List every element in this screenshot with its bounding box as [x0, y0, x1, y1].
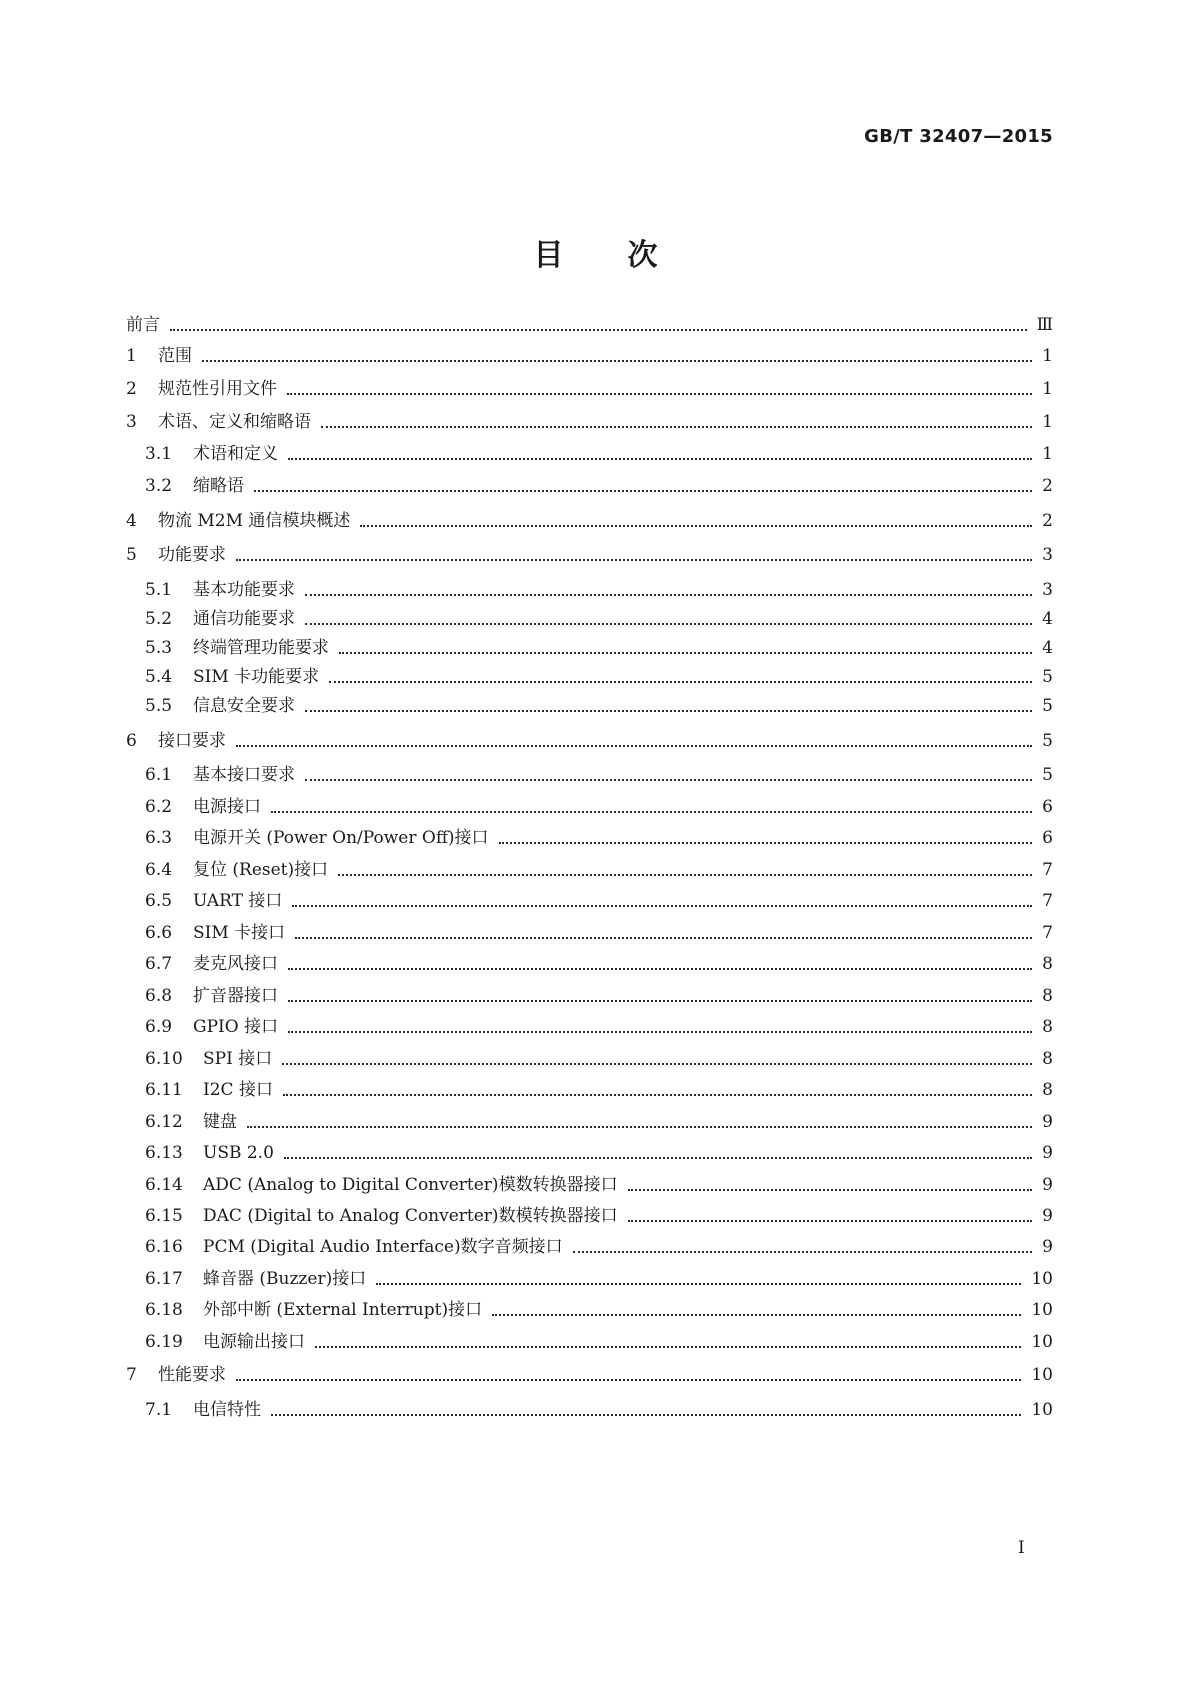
- dot-leader: [236, 745, 1032, 747]
- dot-leader: [305, 623, 1032, 625]
- toc-entry-page: 10: [1031, 1332, 1053, 1352]
- dot-leader: [288, 968, 1032, 970]
- toc-entry[interactable]: [145, 1077, 1053, 1103]
- toc-entry-number: 3.2: [145, 476, 173, 496]
- toc-entry[interactable]: [145, 983, 1053, 1009]
- toc-entry[interactable]: [145, 1140, 1053, 1166]
- toc-entry[interactable]: [145, 1046, 1053, 1072]
- toc-entry[interactable]: [145, 664, 1053, 690]
- toc-entry-page: 8: [1042, 954, 1053, 974]
- toc-entry-number: 6.1: [145, 765, 173, 785]
- toc-entry-page: 7: [1042, 891, 1053, 911]
- dot-leader: [376, 1283, 1021, 1285]
- toc-entry-number: 6.16: [145, 1237, 183, 1257]
- toc-entry-page: 10: [1031, 1400, 1053, 1420]
- toc-entry[interactable]: [145, 825, 1053, 851]
- toc-entry-number: 6.19: [145, 1332, 183, 1352]
- toc-entry-title: 电源开关 (Power On/Power Off)接口: [193, 828, 489, 848]
- toc-entry[interactable]: [126, 376, 1053, 402]
- toc-entry-page: 7: [1042, 923, 1053, 943]
- toc-entry-number: 2: [126, 379, 137, 399]
- toc-entry-number: 5.2: [145, 609, 173, 629]
- toc-entry[interactable]: [145, 441, 1053, 467]
- toc-entry-number: 6.17: [145, 1269, 183, 1289]
- toc-entry[interactable]: [145, 473, 1053, 499]
- toc-entry-title: 术语、定义和缩略语: [158, 412, 311, 432]
- toc-entry[interactable]: [145, 762, 1053, 788]
- toc-entry-number: 7.1: [145, 1400, 173, 1420]
- toc-entry-number: 6.13: [145, 1143, 183, 1163]
- toc-entry-title: UART 接口: [193, 891, 283, 911]
- toc-entry-number: 6.4: [145, 860, 173, 880]
- toc-entry-page: 5: [1042, 667, 1053, 687]
- dot-leader: [271, 811, 1032, 813]
- toc-entry-title: 范围: [158, 346, 192, 366]
- toc-entry-page: 5: [1042, 765, 1053, 785]
- toc-entry[interactable]: [145, 1297, 1053, 1323]
- dot-leader: [338, 874, 1032, 876]
- toc-entry-title: ADC (Analog to Digital Converter)模数转换器接口: [203, 1175, 618, 1195]
- toc-entry-number: 6.5: [145, 891, 173, 911]
- toc-entry-title: 信息安全要求: [193, 696, 295, 716]
- toc-entry[interactable]: [145, 951, 1053, 977]
- toc-entry-number: 3: [126, 412, 137, 432]
- toc-entry-number: 6.14: [145, 1175, 183, 1195]
- toc-entry-number: 5.3: [145, 638, 173, 658]
- toc-entry-page: 1: [1042, 379, 1053, 399]
- toc-entry-title: 物流 M2M 通信模块概述: [158, 511, 351, 531]
- dot-leader: [288, 1031, 1032, 1033]
- toc-entry-number: 6.15: [145, 1206, 183, 1226]
- toc-entry-title: 外部中断 (External Interrupt)接口: [203, 1300, 483, 1320]
- toc-entry[interactable]: [126, 409, 1053, 435]
- toc-entry-page: 9: [1042, 1175, 1053, 1195]
- toc-entry-page: 7: [1042, 860, 1053, 880]
- toc-entry-page: 1: [1042, 412, 1053, 432]
- toc-entry-number: 6.9: [145, 1017, 173, 1037]
- toc-entry-page: 10: [1031, 1365, 1053, 1385]
- toc-entry[interactable]: [145, 1397, 1053, 1423]
- toc-entry-number: 6.18: [145, 1300, 183, 1320]
- toc-entry-number: 6.3: [145, 828, 173, 848]
- dot-leader: [292, 905, 1032, 907]
- toc-entry-page: 5: [1042, 731, 1053, 751]
- toc-entry[interactable]: [145, 794, 1053, 820]
- dot-leader: [236, 559, 1032, 561]
- toc-entry[interactable]: [126, 728, 1053, 754]
- toc-entry-title: 通信功能要求: [193, 609, 295, 629]
- toc-entry-number: 5.5: [145, 696, 173, 716]
- dot-leader: [329, 681, 1032, 683]
- toc-entry-page: 8: [1042, 986, 1053, 1006]
- toc-entry-title: 麦克风接口: [193, 954, 278, 974]
- toc-entry-title: DAC (Digital to Analog Converter)数模转换器接口: [203, 1206, 618, 1226]
- dot-leader: [305, 779, 1032, 781]
- toc-entry-page: 3: [1042, 545, 1053, 565]
- toc-entry[interactable]: [145, 693, 1053, 719]
- toc-entry-title: 电信特性: [193, 1400, 261, 1420]
- toc-entry-title: 功能要求: [158, 545, 226, 565]
- toc-entry[interactable]: [145, 1109, 1053, 1135]
- standard-code: GB/T 32407—2015: [864, 126, 1053, 147]
- dot-leader: [305, 594, 1032, 596]
- toc-entry-page: 2: [1042, 511, 1053, 531]
- toc-entry-title: 性能要求: [158, 1365, 226, 1385]
- dot-leader: [295, 937, 1032, 939]
- dot-leader: [305, 710, 1032, 712]
- toc-entry-title: 终端管理功能要求: [193, 638, 329, 658]
- toc-entry-title: 蜂音器 (Buzzer)接口: [203, 1269, 367, 1289]
- toc-entry-number: 6.6: [145, 923, 173, 943]
- dot-leader: [360, 525, 1032, 527]
- dot-leader: [247, 1126, 1032, 1128]
- toc-entry-page: Ⅲ: [1036, 315, 1053, 335]
- toc-entry-number: 6.2: [145, 797, 173, 817]
- dot-leader: [271, 1414, 1021, 1416]
- toc-entry-number: 5.1: [145, 580, 173, 600]
- dot-leader: [254, 490, 1032, 492]
- toc-entry-title: SIM 卡功能要求: [193, 667, 320, 687]
- toc-entry[interactable]: [145, 1203, 1053, 1229]
- toc-entry[interactable]: [126, 1362, 1053, 1388]
- page-title: 目次: [533, 238, 722, 273]
- dot-leader: [284, 1157, 1032, 1159]
- toc-entry[interactable]: [145, 888, 1053, 914]
- toc-entry-page: 10: [1031, 1269, 1053, 1289]
- toc-entry-number: 3.1: [145, 444, 173, 464]
- toc-entry-number: 6.8: [145, 986, 173, 1006]
- toc-entry-number: 6.11: [145, 1080, 183, 1100]
- toc-entry-title: GPIO 接口: [193, 1017, 279, 1037]
- page-number: I: [1018, 1538, 1025, 1558]
- toc-entry-page: 9: [1042, 1206, 1053, 1226]
- toc-entry-page: 1: [1042, 346, 1053, 366]
- dot-leader: [492, 1314, 1021, 1316]
- toc-entry-page: 8: [1042, 1049, 1053, 1069]
- toc-entry[interactable]: [145, 920, 1053, 946]
- toc-entry[interactable]: [126, 343, 1053, 369]
- dot-leader: [236, 1379, 1021, 1381]
- toc-entry[interactable]: [145, 1172, 1053, 1198]
- toc-entry-page: 10: [1031, 1300, 1053, 1320]
- toc-entry-number: 6.10: [145, 1049, 183, 1069]
- toc-entry[interactable]: [145, 1014, 1053, 1040]
- toc-entry-page: 6: [1042, 828, 1053, 848]
- toc-entry-page: 4: [1042, 609, 1053, 629]
- toc-entry[interactable]: [126, 508, 1053, 534]
- dot-leader: [573, 1251, 1033, 1253]
- dot-leader: [288, 458, 1032, 460]
- toc-entry-number: 5: [126, 545, 137, 565]
- dot-leader: [283, 1094, 1032, 1096]
- dot-leader: [628, 1220, 1033, 1222]
- toc-entry[interactable]: [145, 577, 1053, 603]
- toc-entry-title: SIM 卡接口: [193, 923, 286, 943]
- toc-entry[interactable]: [145, 1234, 1053, 1260]
- toc-entry[interactable]: [145, 1266, 1053, 1292]
- dot-leader: [288, 1000, 1032, 1002]
- toc-entry-title: 基本功能要求: [193, 580, 295, 600]
- toc-entry-title: 键盘: [203, 1112, 237, 1132]
- toc-entry-page: 1: [1042, 444, 1053, 464]
- toc-entry-title: 电源接口: [193, 797, 261, 817]
- dot-leader: [315, 1346, 1021, 1348]
- toc-entry-page: 4: [1042, 638, 1053, 658]
- toc-entry-number: 5.4: [145, 667, 173, 687]
- dot-leader: [202, 360, 1032, 362]
- toc-entry-page: 6: [1042, 797, 1053, 817]
- toc-entry[interactable]: [126, 312, 1053, 338]
- toc-entry-title: 接口要求: [158, 731, 226, 751]
- dot-leader: [499, 842, 1033, 844]
- toc-entry-page: 8: [1042, 1017, 1053, 1037]
- toc-entry[interactable]: [126, 542, 1053, 568]
- toc-entry-title: 术语和定义: [193, 444, 278, 464]
- dot-leader: [339, 652, 1032, 654]
- toc-entry-title: 规范性引用文件: [158, 379, 277, 399]
- toc-entry-page: 9: [1042, 1143, 1053, 1163]
- toc-entry-page: 3: [1042, 580, 1053, 600]
- toc-entry-number: 4: [126, 511, 137, 531]
- toc-entry-title: 电源输出接口: [203, 1332, 305, 1352]
- toc-entry-page: 9: [1042, 1237, 1053, 1257]
- toc-entry-number: 6.7: [145, 954, 173, 974]
- toc-entry-page: 5: [1042, 696, 1053, 716]
- dot-leader: [628, 1189, 1033, 1191]
- dot-leader: [282, 1063, 1032, 1065]
- toc-entry-title: 复位 (Reset)接口: [193, 860, 329, 880]
- toc-entry-page: 9: [1042, 1112, 1053, 1132]
- toc-entry-page: 8: [1042, 1080, 1053, 1100]
- toc-entry-number: 1: [126, 346, 137, 366]
- toc-entry[interactable]: [145, 1329, 1053, 1355]
- toc-entry-title: 前言: [126, 315, 160, 335]
- toc-entry[interactable]: [145, 606, 1053, 632]
- toc-entry-title: USB 2.0: [203, 1143, 274, 1163]
- toc-entry-page: 2: [1042, 476, 1053, 496]
- toc-entry-title: 基本接口要求: [193, 765, 295, 785]
- toc-entry-number: 6: [126, 731, 137, 751]
- toc-entry-title: SPI 接口: [203, 1049, 273, 1069]
- toc-entry-number: 7: [126, 1365, 137, 1385]
- toc-entry[interactable]: [145, 857, 1053, 883]
- toc-entry-title: PCM (Digital Audio Interface)数字音频接口: [203, 1237, 563, 1257]
- dot-leader: [170, 329, 1027, 331]
- toc-entry-title: 缩略语: [193, 476, 244, 496]
- toc-entry-title: 扩音器接口: [193, 986, 278, 1006]
- dot-leader: [321, 426, 1032, 428]
- toc-entry-title: I2C 接口: [203, 1080, 273, 1100]
- toc-entry-number: 6.12: [145, 1112, 183, 1132]
- dot-leader: [287, 393, 1032, 395]
- toc-entry[interactable]: [145, 635, 1053, 661]
